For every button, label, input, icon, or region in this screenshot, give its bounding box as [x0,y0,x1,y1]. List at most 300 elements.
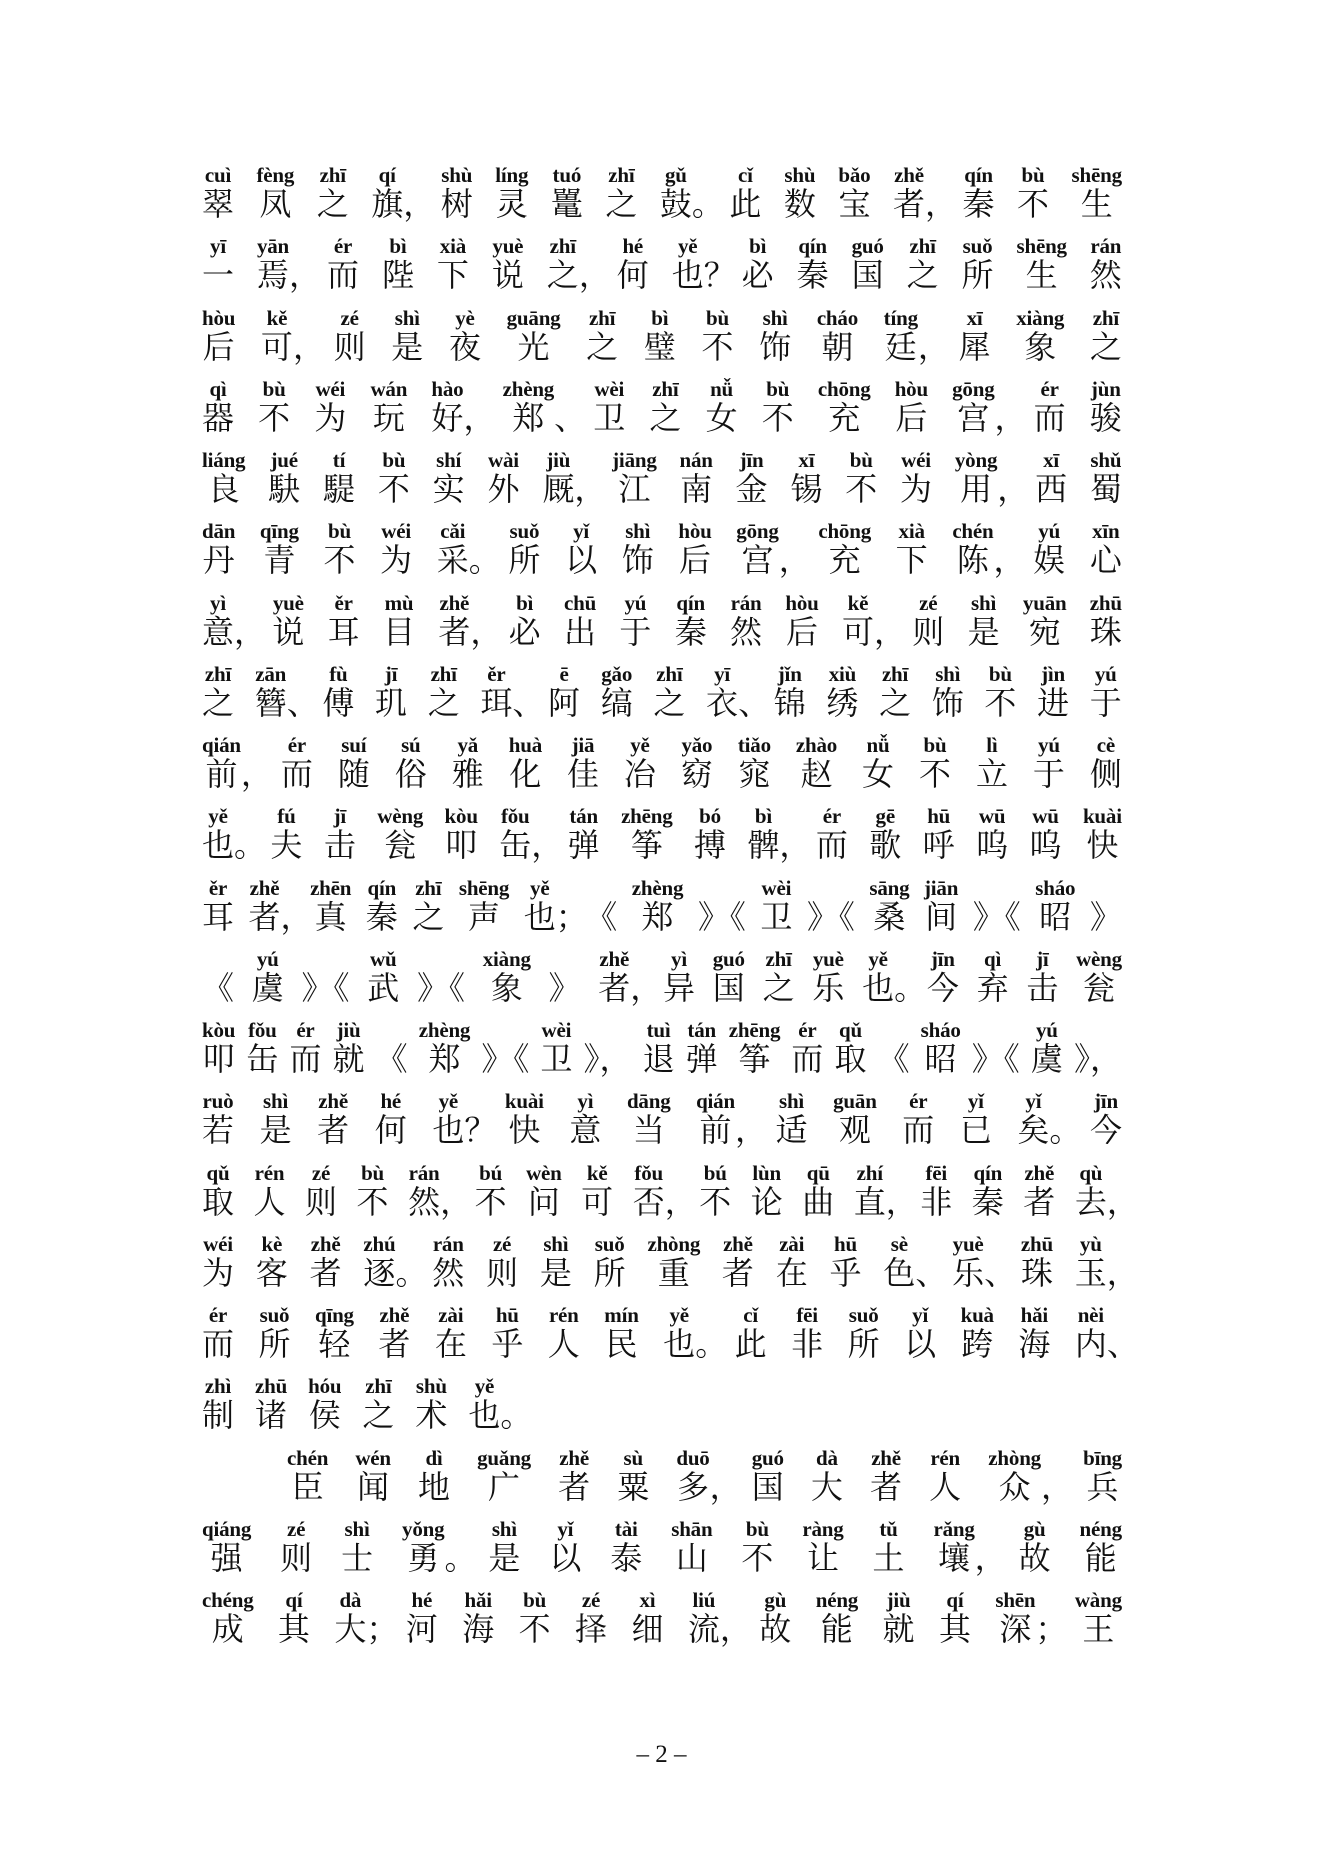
pinyin: hǎi [464,1588,492,1612]
ruby-character [333,1020,365,1078]
punctuation-mark: ； [555,898,588,935]
pinyin: guān [833,1089,877,1114]
ruby-character [334,1588,399,1648]
ruby-column [893,165,925,223]
hanzi: 》 [1089,898,1122,935]
hanzi: 郑 [512,399,545,436]
hanzi: 则 [333,328,366,365]
ruby-character [632,1160,697,1221]
hanzi: 其 [938,1611,971,1647]
ruby-column [742,236,774,294]
hanzi: 之 [653,684,686,721]
ruby-column [495,165,528,223]
hanzi: 故 [759,1611,792,1647]
pinyin: zhě [599,946,630,971]
hanzi: 生 [1025,257,1058,294]
pinyin: jìn [1041,661,1066,686]
text-line [202,875,1122,936]
pinyin: shì [543,1231,569,1256]
hanzi: 叩 [202,1041,235,1077]
ruby-column [736,521,778,579]
hanzi: 光 [517,328,550,365]
ruby-column [995,1590,1035,1648]
hanzi: 海 [462,1611,495,1647]
pinyin: gōng [736,519,779,544]
ruby-column [333,1020,365,1078]
ruby-character [952,1231,1017,1292]
hanzi: 者 [309,1254,342,1291]
ruby-column [869,875,910,936]
pinyin: ěr [334,590,353,615]
hanzi: 可 [841,613,874,650]
ruby-character [202,236,234,294]
punctuation-mark: 。 [468,542,501,579]
hanzi: 瓮 [1083,969,1116,1006]
hanzi: 声 [468,898,501,935]
hanzi: 说 [491,257,524,294]
hanzi: 呜 [1029,827,1062,864]
ruby-column [1035,450,1067,508]
ruby-character [775,1231,808,1292]
hanzi: 犀 [958,328,991,365]
ruby-column [963,165,995,223]
pinyin: zé [919,590,938,615]
ruby-column [378,450,410,508]
ruby-character [202,590,267,651]
hanzi: 绣 [826,684,859,721]
hanzi: 适 [775,1112,808,1149]
ruby-character [202,305,236,366]
hanzi: 所 [593,1254,626,1291]
text-line [202,1231,1139,1292]
hanzi: 者 [1023,1183,1056,1220]
hanzi: 数 [783,186,816,222]
ruby-column [370,376,408,437]
ruby-column [663,1305,695,1363]
pinyin: zhě [871,1445,901,1470]
hanzi: 不 [741,1539,774,1576]
ruby-column [802,1160,835,1221]
ruby-character [569,1091,601,1149]
ruby-character [894,376,928,437]
pinyin: zhī [1092,305,1120,330]
ruby-character [1033,521,1065,579]
pinyin: zhě [894,163,924,187]
pinyin: shì [762,305,788,330]
pinyin: wàng [1074,1588,1122,1612]
hanzi: 今 [1089,1112,1122,1149]
ruby-character [370,376,408,437]
ruby-character [324,806,356,864]
ruby-column [624,735,656,793]
hanzi: 器 [202,399,235,436]
ruby-column [408,1160,441,1221]
ruby-column [653,661,686,722]
pinyin: yě [438,1089,459,1114]
ruby-column [773,661,806,722]
punctuation-mark: ， [664,1183,697,1220]
pinyin: zhě [379,1303,410,1327]
pinyin: bì [516,590,534,615]
hanzi: 可 [581,1183,614,1220]
hanzi: 乐 [812,969,845,1006]
punctuation-mark [878,1020,910,1078]
ruby-column [920,1160,953,1221]
pinyin: qín [367,875,397,900]
hanzi: 取 [202,1183,235,1220]
ruby-column [202,590,235,651]
punctuation-mark: 。 [1049,1112,1082,1149]
ruby-column [738,735,771,793]
hanzi: 然 [408,1183,441,1220]
ruby-character [202,1020,235,1078]
text-line [202,1020,1122,1078]
pinyin: yì [671,946,687,971]
hanzi: 廷 [884,328,917,365]
ruby-character [912,590,945,651]
pinyin: sù [623,1445,643,1470]
pinyin: shù [784,163,816,187]
ruby-character [315,1305,354,1363]
pinyin: yǎ [457,733,479,757]
pinyin: bīng [1083,1445,1122,1470]
hanzi: 旗 [371,186,404,222]
hanzi: 宛 [1028,613,1061,650]
hanzi: 客 [255,1254,288,1291]
ruby-column [362,1376,394,1434]
pinyin: yǐ [912,1303,929,1327]
hanzi: 》《 [806,898,855,935]
hanzi: 臣 [291,1468,324,1505]
hanzi: 化 [509,756,542,792]
ruby-column [775,1231,808,1292]
ruby-character [1022,590,1067,651]
pinyin: zé [492,1231,512,1256]
hanzi: 衣 [706,684,739,721]
pinyin: yě [530,875,550,900]
pinyin: kě [266,305,288,330]
pinyin: kě [586,1160,608,1185]
ruby-column [1083,806,1122,864]
ruby-character [1035,450,1067,508]
ruby-character [317,165,349,223]
pinyin: shù [441,163,473,187]
pinyin: gù [764,1588,787,1612]
pinyin: zhī [881,661,909,686]
ruby-character [391,305,424,366]
ruby-column [747,806,779,864]
ruby-column [260,305,293,366]
hanzi: 佳 [566,756,599,792]
hanzi: 多 [676,1468,709,1505]
punctuation-mark: 、 [1106,1326,1139,1362]
hanzi: 卫 [593,399,626,436]
hanzi: 就 [882,1611,915,1647]
hanzi: 好 [431,399,464,436]
hanzi: 锦 [773,684,806,721]
ruby-character [448,305,481,366]
ruby-character [879,661,912,722]
ruby-character [468,1374,533,1434]
ruby-column [1033,376,1066,437]
pinyin: ér [333,234,353,259]
hanzi: 已 [959,1112,992,1149]
punctuation-mark: ， [403,186,436,222]
hanzi: 不 [1017,186,1050,222]
pinyin: xī [798,448,815,472]
ruby-character [701,305,734,366]
pinyin: chéng [202,1588,254,1612]
ruby-column [257,236,289,294]
pinyin: yú [624,590,647,615]
pinyin: fú [277,804,296,829]
pinyin: guó [751,1445,784,1470]
hanzi: 则 [912,613,945,650]
ruby-column [202,949,234,1007]
ruby-column [406,1590,438,1648]
ruby-character [671,234,736,294]
ruby-column [785,590,819,651]
ruby-column [759,1590,791,1648]
pinyin: zhí [856,1160,883,1185]
hanzi: 南 [680,471,713,507]
pinyin: zhòng [988,1445,1041,1470]
ruby-character [605,165,637,223]
ruby-character [826,661,859,722]
pinyin: ér [1040,376,1059,401]
hanzi: 用 [960,471,993,507]
ruby-character [258,376,291,437]
pinyin: ěr [487,661,506,686]
pinyin: ér [822,804,841,829]
pinyin: sè [890,1231,908,1256]
pinyin: rán [730,590,762,615]
hanzi: 不 [377,471,410,507]
pinyin: tǔ [879,1516,898,1541]
pinyin: zhào [795,733,838,757]
ruby-character [270,806,302,864]
ruby-column [548,1305,580,1363]
ruby-column [1090,521,1122,579]
ruby-column [431,376,464,437]
ruby-character [919,735,951,793]
ruby-character [272,590,305,651]
ruby-column [686,1020,718,1078]
ruby-column [257,165,295,223]
pinyin: chū [563,590,597,615]
ruby-column [445,806,478,864]
ruby-character [926,946,959,1007]
hanzi: 下 [436,257,469,294]
pinyin: suǒ [259,1303,290,1327]
pinyin: fǒu [248,1018,277,1042]
hanzi: 昭 [924,1041,957,1077]
ruby-column [567,735,599,793]
ruby-character [548,661,581,722]
ruby-character [961,1305,994,1363]
ruby-character [305,1160,338,1221]
ruby-character [505,1091,544,1149]
pinyin: cǐ [738,163,753,187]
text-line [202,1091,1122,1149]
pinyin: rán [432,1231,464,1256]
pinyin: jī [1036,946,1049,971]
pinyin: tí [332,448,346,472]
ruby-column [202,806,234,864]
hanzi: 意 [202,613,235,650]
hanzi: 鼓 [659,186,692,222]
pinyin: zhēng [621,804,673,829]
ruby-character [551,165,583,223]
hanzi: 蜀 [1089,471,1122,507]
pinyin: jiù [886,1588,911,1612]
pinyin: yè [455,305,475,330]
hanzi: 能 [1084,1539,1117,1576]
ruby-character [1089,376,1122,437]
ruby-column [750,1160,783,1221]
hanzi: 则 [280,1539,313,1576]
pinyin: mù [384,590,414,615]
ruby-character [1018,1516,1051,1577]
ruby-character [649,376,682,437]
ruby-column [1089,376,1122,437]
hanzi: 国 [851,257,884,294]
hanzi: 也 [468,1397,501,1434]
ruby-column [586,305,619,366]
pinyin: dà [339,1588,362,1612]
hanzi: 》《 [301,969,350,1006]
ruby-character [402,1516,477,1577]
hanzi: 之 [762,969,795,1006]
ruby-character [1090,450,1122,508]
hanzi: 异 [663,969,696,1006]
pinyin: bù [262,376,286,401]
ruby-column [375,661,408,722]
ruby-column [649,376,682,437]
hanzi: 而 [202,1326,235,1362]
ruby-column [853,1160,886,1221]
ruby-column [202,1160,235,1221]
ruby-character [480,661,545,722]
hanzi: 》《 [417,969,466,1006]
ruby-column [302,949,350,1007]
ruby-column [482,946,531,1007]
hanzi: 象 [1024,328,1057,365]
ruby-column [812,946,845,1007]
pinyin: hòu [678,519,712,544]
ruby-character [751,1445,784,1506]
pinyin: hé [622,234,644,259]
ruby-column [202,305,236,366]
ruby-character [784,165,816,223]
pinyin: sháo [920,1018,961,1042]
pinyin: fù [329,661,348,686]
ruby-column [1089,661,1122,722]
ruby-column [696,1091,735,1149]
ruby-character [502,376,587,437]
ruby-column [904,1305,936,1363]
ruby-column [289,1020,321,1078]
pinyin: yǐ [1025,1089,1042,1114]
ruby-column [705,376,738,437]
hanzi: 问 [527,1183,560,1220]
hanzi: 《 [202,969,235,1006]
ruby-character [699,1160,732,1221]
ruby-column [487,450,519,508]
ruby-character [681,735,713,793]
ruby-character [762,946,795,1007]
hanzi: 饰 [621,542,654,579]
text-line [202,1303,1139,1363]
pinyin: zhě [559,1445,589,1470]
hanzi: 珥 [480,684,513,721]
ruby-character [445,806,478,864]
ruby-column [202,450,245,508]
ruby-column [317,165,349,223]
hanzi: 缶 [246,1041,279,1077]
ruby-character [378,1305,410,1363]
pinyin: hū [927,804,951,829]
ruby-column [281,735,313,793]
ruby-character [341,1516,374,1577]
pinyin: ér [798,1018,817,1042]
ruby-column [952,521,993,579]
ruby-column [735,1305,767,1363]
punctuation-mark: ， [778,542,811,579]
pinyin: lì [986,733,998,757]
pinyin: jī [384,661,398,686]
pinyin: yú [1038,733,1060,757]
hanzi: 傅 [322,684,355,721]
hanzi: 于 [619,613,652,650]
pinyin: xiù [828,661,857,686]
hanzi: 在 [434,1326,467,1362]
ruby-character [375,661,408,722]
ruby-character [563,590,597,651]
hanzi: 卫 [540,1041,573,1077]
pinyin: tán [569,804,598,829]
ruby-character [256,234,322,294]
pinyin: guǎng [477,1445,531,1470]
ruby-character [542,448,607,508]
ruby-column [287,1445,329,1506]
pinyin: suǒ [962,234,993,259]
pinyin: qí [946,1588,964,1612]
hanzi: 之 [649,399,682,436]
pinyin: zhī [765,946,792,971]
ruby-column [1023,1160,1056,1221]
ruby-character [258,1305,290,1363]
punctuation-mark: ， [1040,1468,1073,1505]
pinyin: zài [438,1303,464,1327]
ruby-column [698,878,746,936]
hanzi: 簪 [254,684,287,721]
ruby-column [967,590,1000,651]
ruby-column [759,305,792,366]
hanzi: 女 [705,399,738,436]
pinyin: fǒu [634,1160,663,1185]
ruby-character [327,590,360,651]
pinyin: xiàng [1016,305,1065,330]
pinyin: shí [436,448,462,472]
ruby-character [729,1020,781,1078]
pinyin: guāng [506,305,561,330]
hanzi: 退 [642,1041,675,1077]
ruby-character [1033,735,1065,793]
ruby-column [900,450,932,508]
text-line [202,806,1122,864]
ruby-column [260,521,299,579]
